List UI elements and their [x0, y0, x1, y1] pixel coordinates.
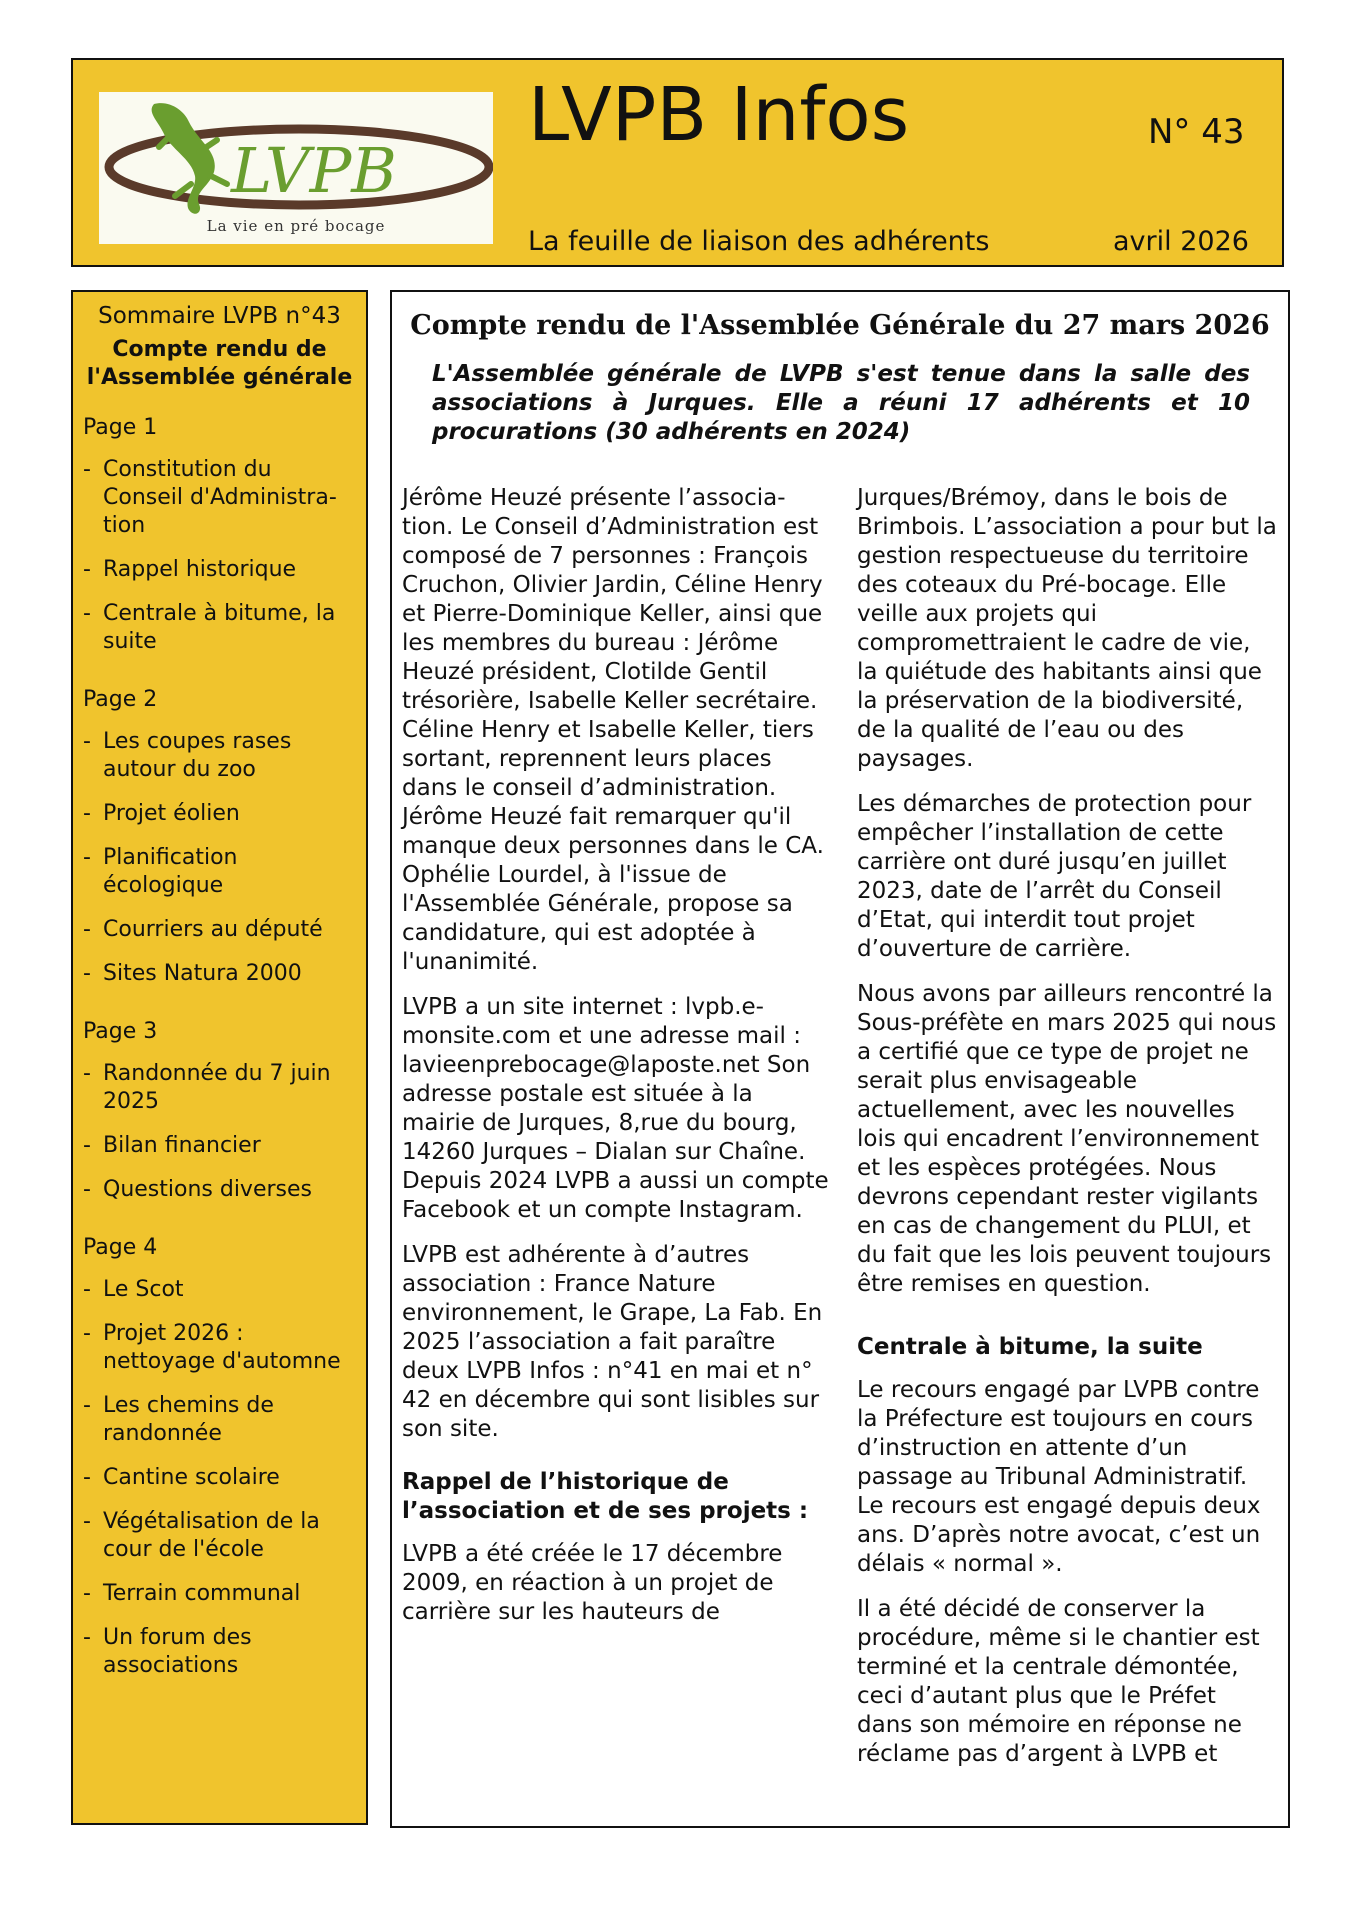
logo	[99, 92, 493, 244]
logo-wordmark: LVPB	[231, 134, 397, 207]
toc-item: - Projet 2026 : nettoyage d'automne	[83, 1320, 356, 1376]
section-heading-history: Rappel de l’historique de l’association et de ses projets :	[402, 1469, 809, 1524]
toc-group-page-3	[83, 1018, 356, 1204]
toc-item: - Le Scot	[83, 1276, 356, 1304]
toc-item: - Centrale à bitume, la suite	[83, 600, 356, 656]
toc-page-label: Page 2	[83, 687, 158, 712]
paragraph-procedure: Il a été décidé de conserver la procédure, même si le chantier est terminé et la centrale démontée, ceci d’autant plus que le Préfet dans son mémoire en réponse ne réclame pas d’argent à LVPB et	[857, 1596, 1260, 1767]
toc-item: - Végétalisation de la cour de l'école	[83, 1508, 356, 1564]
toc-item: - Un forum des associations	[83, 1624, 356, 1680]
paragraph-purpose: Jurques/Brémoy, dans le bois de Brimbois. L’association a pour but la gestion respectueuse du territoire des coteaux du Pré-bocage. Elle veille aux projets qui compromettraient le cadre de vie, la quiétude des habitants ainsi que la préservation de la biodiversité, de la qualité de l’eau ou des paysages.	[857, 485, 1277, 772]
toc-title: Sommaire LVPB n°43	[98, 303, 341, 329]
paragraph-board: Jérôme Heuzé présente l’associa-tion. Le Conseil d’Administration est composé de 7 personnes : François Cruchon, Olivier Jardin, Céline Henry et Pierre-Dominique Keller, ainsi que les membres du bureau : Jérôme Heuzé président, Clotilde Gentil trésorière, Isabelle Keller secrétaire. Céline Henry et Isabelle Keller, tiers sortant, reprennent leurs places dans le conseil d’administration. Jérôme Heuzé fait remarquer qu'il manque deux personnes dans le CA. Ophélie Lourdel, à l'issue de l'Assemblée Générale, propose sa candidature, qui est adoptée à l'unanimité.	[402, 485, 824, 975]
toc-page-label: Page 4	[83, 1235, 158, 1260]
article-column-right	[857, 484, 1277, 1785]
issue-number: N° 43	[1148, 112, 1245, 152]
toc-group-page-4	[83, 1234, 356, 1680]
table-of-contents	[71, 290, 368, 1825]
toc-item: - Cantine scolaire	[83, 1464, 356, 1492]
issue-date: avril 2026	[1113, 226, 1249, 257]
article-title: Compte rendu de l'Assemblée Générale du 27 mars 2026	[410, 310, 1270, 341]
toc-item: - Rappel historique	[83, 556, 356, 584]
toc-group-page-1	[83, 414, 356, 656]
paragraph-memberships: LVPB est adhérente à d’autres association : France Nature environnement, le Grape, La Fab. En 2025 l’association a fait paraître deux LVPB Infos : n°41 en mai et n° 42 en décembre qui sont lisibles sur son site.	[402, 1242, 823, 1442]
toc-item: - Questions diverses	[83, 1176, 356, 1204]
toc-item: - Planification écologique	[83, 844, 356, 900]
section-heading-bitumen: Centrale à bitume, la suite	[857, 1334, 1203, 1360]
logo-tagline: La vie en pré bocage	[206, 217, 386, 235]
toc-page-label: Page 1	[83, 415, 158, 440]
paragraph-history: LVPB a été créée le 17 décembre 2009, en réaction à un projet de carrière sur les hauteurs de	[402, 1541, 783, 1625]
toc-item: - Bilan financier	[83, 1132, 356, 1160]
article-lede: L'Assemblée générale de LVPB s'est tenue dans la salle des associations à Jurques. Elle a réuni 17 adhérents et 10 procurations (30 adhérents en 2024)	[432, 361, 1250, 445]
toc-item: - Projet éolien	[83, 800, 356, 828]
newsletter-subtitle: La feuille de liaison des adhérents	[528, 226, 990, 257]
paragraph-subprefect: Nous avons par ailleurs rencontré la Sous-préfète en mars 2025 qui nous a certifié que ce type de projet ne serait plus envisageable actuellement, avec les nouvelles lois qui encadrent l’environnement et les espèces protégées. Nous devrons cependant rester vigilants en cas de changement du PLUI, et du fait que les lois peuvent toujours être remises en question.	[857, 981, 1277, 1297]
toc-group-page-2	[83, 686, 356, 988]
paragraph-appeal: Le recours engagé par LVPB contre la Préfecture est toujours en cours d’instruction en attente d’un passage au Tribunal Administratif. Le recours est engagé depuis deux ans. D’après notre avocat, c’est un délais « normal ».	[857, 1377, 1261, 1577]
toc-headline: Compte rendu de l'Assemblée générale	[86, 337, 353, 390]
article-panel	[390, 290, 1290, 1828]
newsletter-title: LVPB Infos	[528, 72, 910, 158]
toc-item: - Sites Natura 2000	[83, 960, 356, 988]
toc-item: - Terrain communal	[83, 1580, 356, 1608]
toc-item: - Randonnée du 7 juin 2025	[83, 1060, 356, 1116]
toc-page-label: Page 3	[83, 1019, 158, 1044]
article-column-left	[402, 484, 832, 1643]
toc-item: - Les coupes rases autour du zoo	[83, 728, 356, 784]
toc-item: - Courriers au député	[83, 916, 356, 944]
paragraph-protection: Les démarches de protection pour empêcher l’installation de cette carrière ont duré jusqu’en juillet 2023, date de l’arrêt du Conseil d’Etat, qui interdit tout projet d’ouverture de carrière.	[857, 791, 1252, 962]
paragraph-contact: LVPB a un site internet : lvpb.e-monsite.com et une adresse mail : lavieenprebocage@laposte.net Son adresse postale est située à la mairie de Jurques, 8,rue du bourg, 14260 Jurques – Dialan sur Chaîne. Depuis 2024 LVPB a aussi un compte Facebook et un compte Instagram.	[402, 994, 829, 1223]
toc-item: - Constitution du Conseil d'Administra-tion	[83, 456, 356, 540]
masthead	[71, 58, 1284, 267]
toc-item: - Les chemins de randonnée	[83, 1392, 356, 1448]
